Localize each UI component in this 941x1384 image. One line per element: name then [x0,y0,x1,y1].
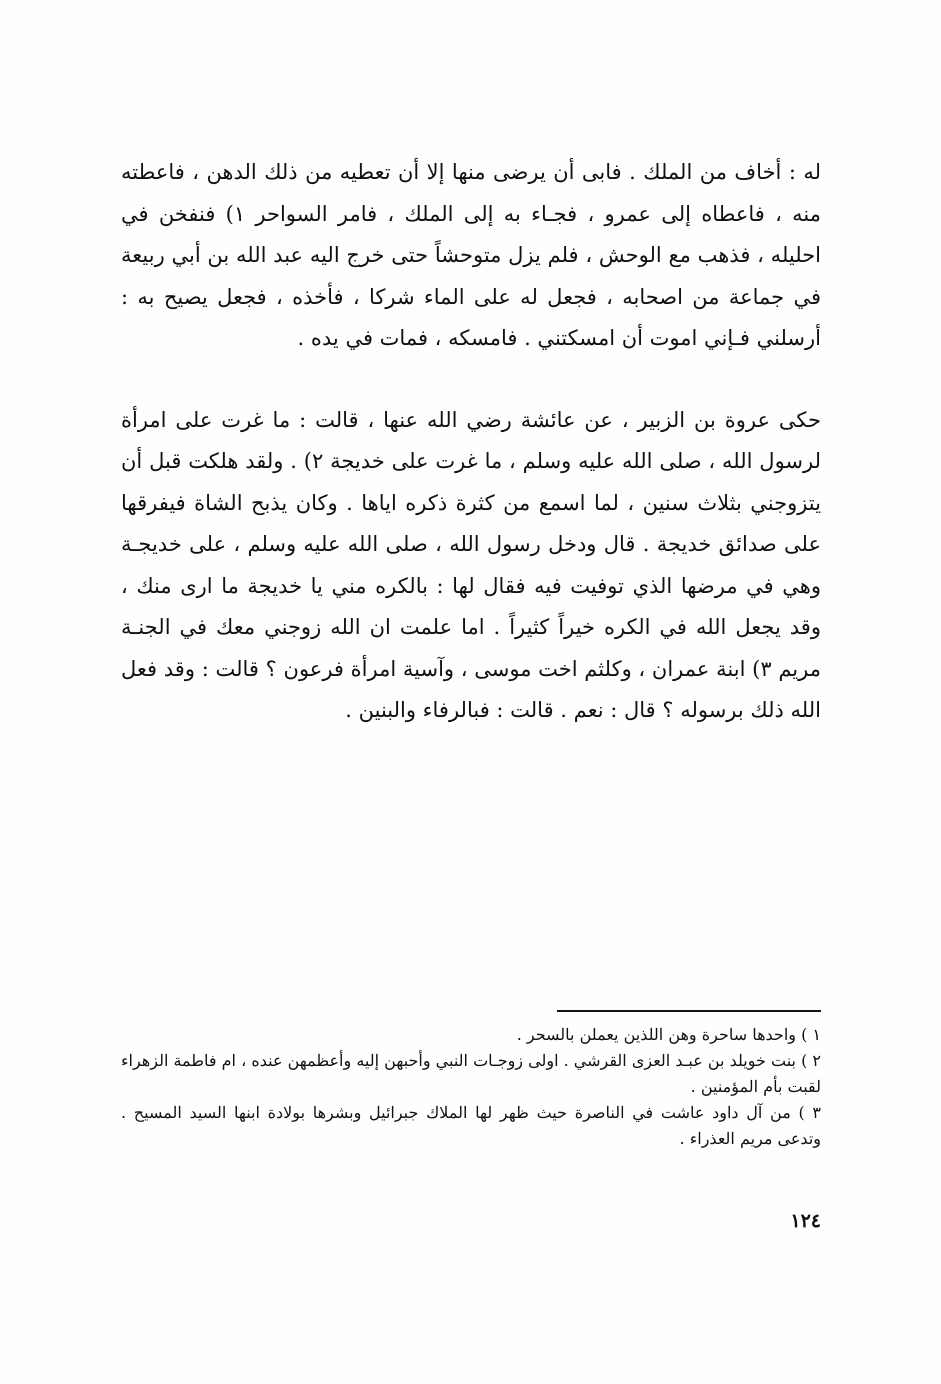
page-number: ١٢٤ [790,1210,821,1232]
footnotes [121,1022,821,1152]
footnote-1: ١ ) واحدها ساحرة وهن اللذين يعملن بالسحر . [516,1025,821,1044]
paragraph-2: حكى عروة بن الزبير ، عن عائشة رضي الله عنها ، قالت : ما غرت على امرأة لرسول الله ، صلى الله عليه وسلم ، ما غرت على خديجة ٢) . ولقد هلكت قبل أن يتزوجني بثلاث سنين ، لما اسمع من كثرة ذكره اياها . وكان يذبح الشاة فيفرقها على صدائق خديجة . قال ودخل رسول الله ، صلى الله عليه وسلم ، على خديجـة وهي في مرضها الذي توفيت فيه فقال لها : بالكره مني يا خديجة ما ارى منك ، وقد يجعل الله في الكره خيراً كثيراً . اما علمت ان الله زوجني معك في الجنـة مريم ٣) ابنة عمران ، وكلثم اخت موسى ، وآسية امرأة فرعون ؟ قالت : وقد فعل الله ذلك برسوله ؟ قال : نعم . قالت : فبالرفاء والبنين . [121,407,821,722]
paragraph-1: له : أخاف من الملك . فابى أن يرضى منها إلا أن تعطيه من ذلك الدهن ، فاعطته منه ، فاعطاه إلى عمرو ، فجـاء به إلى الملك ، فامر السواحر ١) فنفخن في احليله ، فذهب مع الوحش ، فلم يزل متوحشاً حتى خرج اليه عبد الله بن أبي ربيعة في جماعة من اصحابه ، فجعل له على الماء شركا ، فأخذه ، فجعل يصيح به : أرسلني فـإني اموت أن امسكتني . فامسكه ، فمات في يده . [121,160,821,350]
main-text [121,152,821,732]
footnote-2: ٢ ) بنت خويلد بن عبـد العزى القرشي . اولى زوجـات النبي وأحبهن إليه وأعظمهن عنده ، ام فاطمة الزهراء لقبت بأم المؤمنين . [121,1051,821,1096]
footnote-3: ٣ ) من آل داود عاشت في الناصرة حيث ظهر لها الملاك جبرائيل وبشرها بولادة ابنها السيد المسيح . وتدعى مريم العذراء . [121,1103,821,1148]
paragraph-gap [121,360,821,400]
footnote-divider [557,1010,821,1012]
